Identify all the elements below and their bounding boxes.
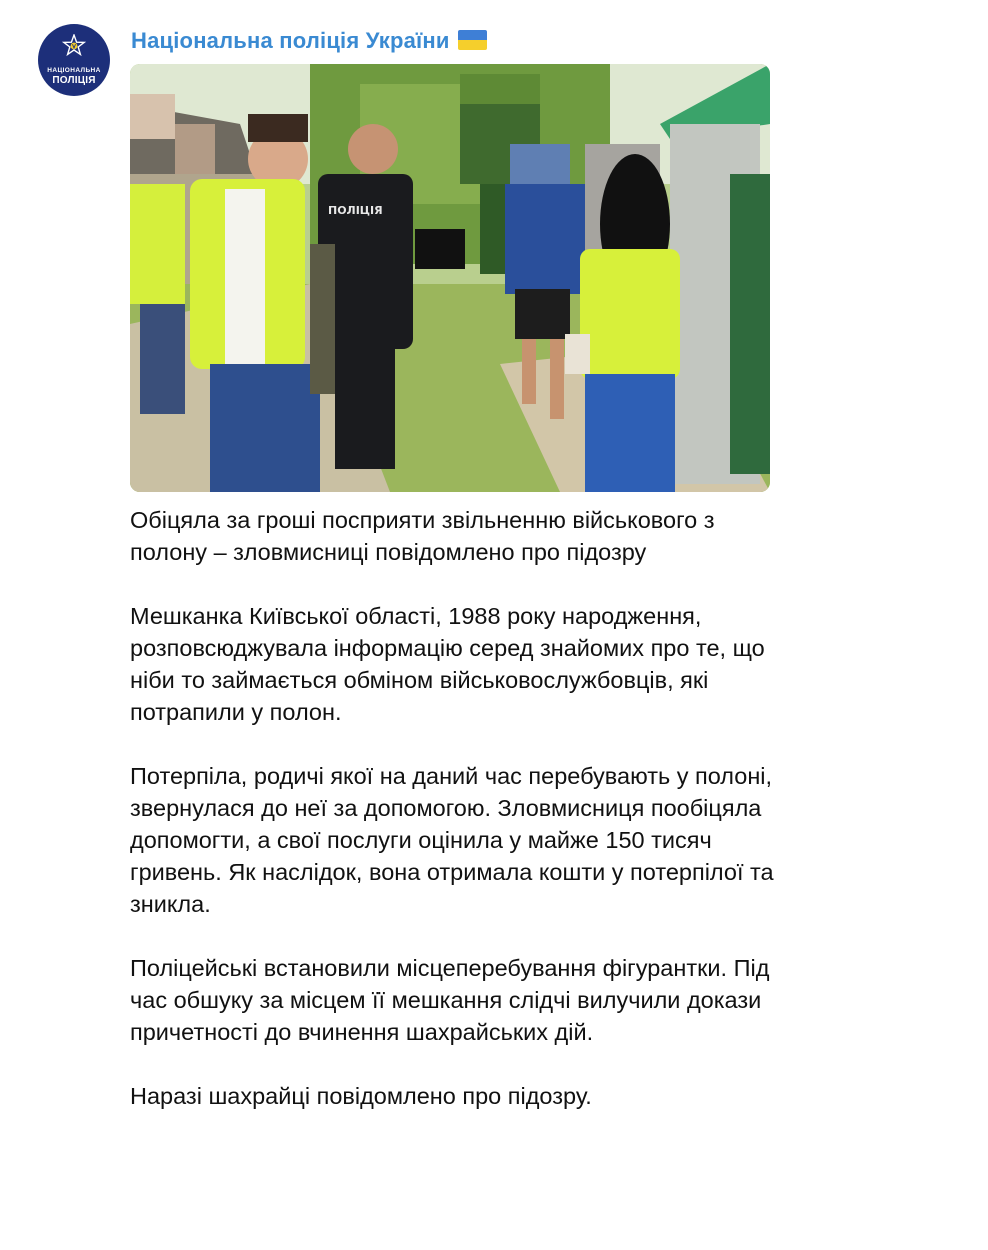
message-paragraph: Поліцейські встановили місцеперебування фігурантки. Під час обшуку за місцем її мешкання слідчі вилучили докази причетності до вчинення шахрайських дій. (130, 955, 770, 1045)
message-paragraph: Наразі шахрайці повідомлено про підозру. (130, 1083, 592, 1109)
avatar-text-top: НАЦІОНАЛЬНА (47, 67, 101, 74)
ukraine-flag-icon (458, 30, 487, 50)
message-text (130, 504, 790, 1144)
police-star-emblem-icon (62, 34, 86, 64)
photo-scene (130, 64, 770, 492)
channel-avatar[interactable] (38, 24, 110, 96)
post-photo[interactable] (130, 64, 770, 492)
channel-name-link[interactable] (131, 28, 487, 54)
message-headline: Обіцяла за гроші посприяти звільненню військового з полону – зловмисниці повідомлено про підозру (130, 507, 715, 565)
message-paragraph: Потерпіла, родичі якої на даний час перебувають у полоні, звернулася до неї за допомогою. Зловмисниця пообіцяла допомогти, а свої послуги оцінила у майже 150 тисяч гривень. Як наслідок, вона отримала кошти у потерпілої та зникла. (130, 763, 774, 917)
avatar-text-bottom: ПОЛІЦІЯ (52, 75, 96, 86)
channel-name-text: Національна поліція України (131, 28, 450, 53)
police-vest-text: ПОЛІЦІЯ (328, 204, 383, 217)
message-paragraph: Мешканка Київської області, 1988 року народження, розповсюджувала інформацію серед знайомих про те, що ніби то займається обміном військовослужбовців, які потрапили у полон. (130, 603, 765, 725)
